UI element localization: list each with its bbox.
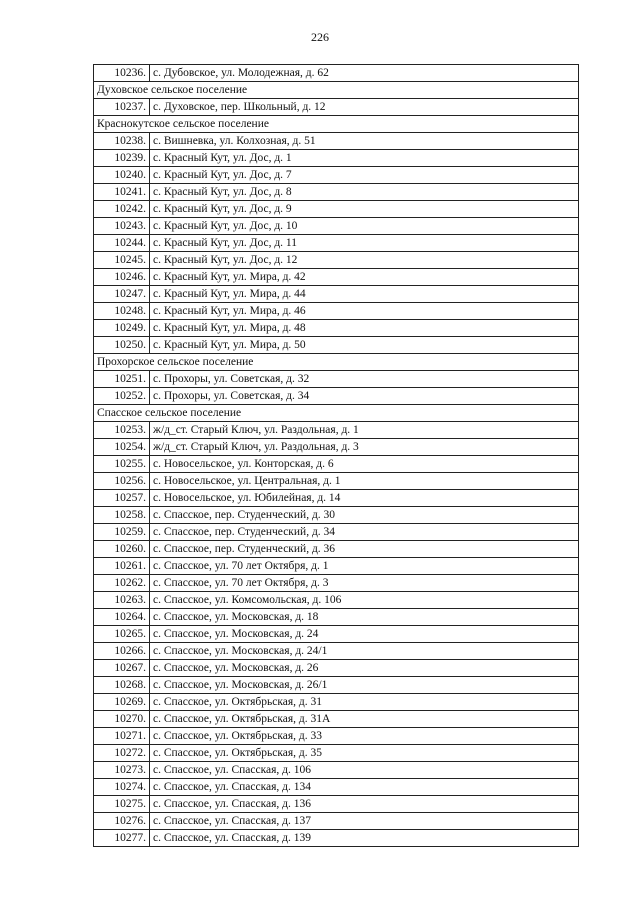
section-title: Прохорское сельское поселение (94, 354, 579, 371)
entry-address: с. Прохоры, ул. Советская, д. 34 (150, 388, 579, 405)
table-row (94, 337, 579, 354)
entry-address: с. Спасское, ул. Октябрьская, д. 35 (150, 745, 579, 762)
table-row (94, 473, 579, 490)
entry-address: с. Спасское, ул. Комсомольская, д. 106 (150, 592, 579, 609)
entry-address: с. Новосельское, ул. Конторская, д. 6 (150, 456, 579, 473)
entry-address: с. Спасское, ул. Московская, д. 26/1 (150, 677, 579, 694)
entry-number: 10270. (94, 711, 150, 728)
entry-address: ж/д_ст. Старый Ключ, ул. Раздольная, д. 1 (150, 422, 579, 439)
entry-number: 10255. (94, 456, 150, 473)
entry-address: с. Спасское, ул. 70 лет Октября, д. 3 (150, 575, 579, 592)
table-row (94, 694, 579, 711)
table-row (94, 439, 579, 456)
entry-number: 10262. (94, 575, 150, 592)
entry-address: с. Прохоры, ул. Советская, д. 32 (150, 371, 579, 388)
table-row (94, 779, 579, 796)
entry-number: 10244. (94, 235, 150, 252)
entry-number: 10276. (94, 813, 150, 830)
entry-number: 10243. (94, 218, 150, 235)
section-header-row (94, 82, 579, 99)
entry-number: 10269. (94, 694, 150, 711)
entry-number: 10237. (94, 99, 150, 116)
entry-address: с. Спасское, ул. Московская, д. 26 (150, 660, 579, 677)
table-row (94, 745, 579, 762)
entry-number: 10242. (94, 201, 150, 218)
entry-address: с. Спасское, пер. Студенческий, д. 30 (150, 507, 579, 524)
entry-address: с. Спасское, ул. Спасская, д. 136 (150, 796, 579, 813)
table-row (94, 796, 579, 813)
entry-number: 10274. (94, 779, 150, 796)
entry-address: с. Спасское, ул. Спасская, д. 137 (150, 813, 579, 830)
table-row (94, 65, 579, 82)
entry-number: 10261. (94, 558, 150, 575)
entry-number: 10277. (94, 830, 150, 847)
entry-address: с. Красный Кут, ул. Дос, д. 9 (150, 201, 579, 218)
entry-address: с. Спасское, ул. 70 лет Октября, д. 1 (150, 558, 579, 575)
entry-number: 10241. (94, 184, 150, 201)
table-row (94, 456, 579, 473)
entry-address: с. Красный Кут, ул. Мира, д. 44 (150, 286, 579, 303)
table-row (94, 830, 579, 847)
table-row (94, 201, 579, 218)
table-row (94, 150, 579, 167)
entry-number: 10239. (94, 150, 150, 167)
entry-number: 10245. (94, 252, 150, 269)
table-row (94, 303, 579, 320)
entry-address: с. Спасское, пер. Студенческий, д. 36 (150, 541, 579, 558)
table-row (94, 677, 579, 694)
table-row (94, 575, 579, 592)
entry-address: с. Спасское, ул. Спасская, д. 134 (150, 779, 579, 796)
section-header-row (94, 354, 579, 371)
table-row (94, 235, 579, 252)
entry-number: 10250. (94, 337, 150, 354)
table-row (94, 558, 579, 575)
entry-number: 10271. (94, 728, 150, 745)
table-row (94, 626, 579, 643)
table-row (94, 371, 579, 388)
section-title: Краснокутское сельское поселение (94, 116, 579, 133)
table-row (94, 184, 579, 201)
entry-address: с. Красный Кут, ул. Дос, д. 11 (150, 235, 579, 252)
entry-address: ж/д_ст. Старый Ключ, ул. Раздольная, д. 3 (150, 439, 579, 456)
entry-number: 10272. (94, 745, 150, 762)
entry-address: с. Красный Кут, ул. Мира, д. 48 (150, 320, 579, 337)
entry-number: 10251. (94, 371, 150, 388)
table-row (94, 99, 579, 116)
address-register-body (94, 65, 579, 847)
entry-number: 10273. (94, 762, 150, 779)
table-row (94, 286, 579, 303)
table-row (94, 813, 579, 830)
address-register-table (93, 64, 579, 847)
entry-number: 10240. (94, 167, 150, 184)
entry-address: с. Красный Кут, ул. Мира, д. 46 (150, 303, 579, 320)
table-row (94, 507, 579, 524)
table-row (94, 320, 579, 337)
page-number: 226 (311, 30, 329, 44)
entry-number: 10256. (94, 473, 150, 490)
table-row (94, 643, 579, 660)
table-row (94, 252, 579, 269)
entry-number: 10236. (94, 65, 150, 82)
entry-number: 10265. (94, 626, 150, 643)
entry-address: с. Красный Кут, ул. Мира, д. 50 (150, 337, 579, 354)
entry-number: 10238. (94, 133, 150, 150)
entry-address: с. Спасское, пер. Студенческий, д. 34 (150, 524, 579, 541)
entry-address: с. Спасское, ул. Спасская, д. 139 (150, 830, 579, 847)
table-row (94, 660, 579, 677)
entry-number: 10259. (94, 524, 150, 541)
entry-number: 10247. (94, 286, 150, 303)
table-row (94, 592, 579, 609)
section-title: Духовское сельское поселение (94, 82, 579, 99)
entry-address: с. Спасское, ул. Октябрьская, д. 31А (150, 711, 579, 728)
entry-address: с. Красный Кут, ул. Дос, д. 10 (150, 218, 579, 235)
entry-number: 10248. (94, 303, 150, 320)
entry-address: с. Красный Кут, ул. Дос, д. 12 (150, 252, 579, 269)
entry-address: с. Вишневка, ул. Колхозная, д. 51 (150, 133, 579, 150)
entry-number: 10257. (94, 490, 150, 507)
entry-address: с. Спасское, ул. Октябрьская, д. 31 (150, 694, 579, 711)
table-row (94, 167, 579, 184)
table-row (94, 490, 579, 507)
table-row (94, 762, 579, 779)
table-row (94, 541, 579, 558)
entry-number: 10249. (94, 320, 150, 337)
table-row (94, 133, 579, 150)
table-row (94, 711, 579, 728)
entry-address: с. Спасское, ул. Московская, д. 24 (150, 626, 579, 643)
table-row (94, 609, 579, 626)
entry-address: с. Новосельское, ул. Юбилейная, д. 14 (150, 490, 579, 507)
entry-address: с. Спасское, ул. Московская, д. 24/1 (150, 643, 579, 660)
section-header-row (94, 405, 579, 422)
entry-address: с. Дубовское, ул. Молодежная, д. 62 (150, 65, 579, 82)
entry-number: 10266. (94, 643, 150, 660)
entry-number: 10254. (94, 439, 150, 456)
entry-number: 10264. (94, 609, 150, 626)
table-row (94, 728, 579, 745)
table-row (94, 422, 579, 439)
section-title: Спасское сельское поселение (94, 405, 579, 422)
entry-number: 10260. (94, 541, 150, 558)
table-row (94, 388, 579, 405)
entry-number: 10252. (94, 388, 150, 405)
entry-number: 10246. (94, 269, 150, 286)
entry-address: с. Новосельское, ул. Центральная, д. 1 (150, 473, 579, 490)
entry-address: с. Спасское, ул. Октябрьская, д. 33 (150, 728, 579, 745)
entry-number: 10258. (94, 507, 150, 524)
table-row (94, 269, 579, 286)
entry-address: с. Духовское, пер. Школьный, д. 12 (150, 99, 579, 116)
table-row (94, 524, 579, 541)
table-row (94, 218, 579, 235)
entry-number: 10253. (94, 422, 150, 439)
entry-address: с. Красный Кут, ул. Мира, д. 42 (150, 269, 579, 286)
entry-address: с. Красный Кут, ул. Дос, д. 8 (150, 184, 579, 201)
section-header-row (94, 116, 579, 133)
entry-address: с. Красный Кут, ул. Дос, д. 1 (150, 150, 579, 167)
entry-number: 10263. (94, 592, 150, 609)
entry-number: 10275. (94, 796, 150, 813)
entry-number: 10267. (94, 660, 150, 677)
entry-address: с. Красный Кут, ул. Дос, д. 7 (150, 167, 579, 184)
entry-address: с. Спасское, ул. Московская, д. 18 (150, 609, 579, 626)
entry-address: с. Спасское, ул. Спасская, д. 106 (150, 762, 579, 779)
entry-number: 10268. (94, 677, 150, 694)
